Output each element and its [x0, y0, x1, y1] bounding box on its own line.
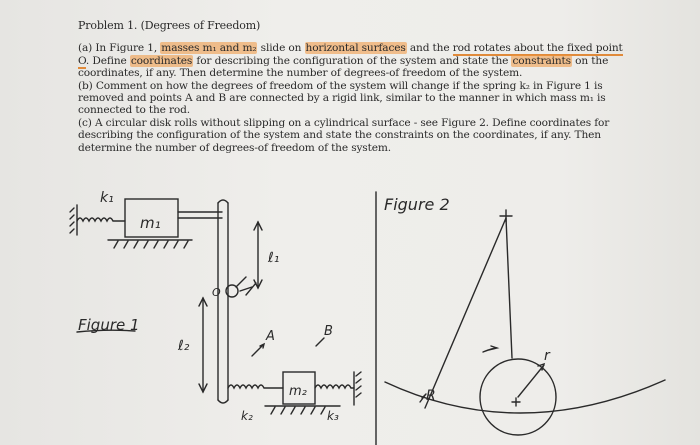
figure2-caption: Figure 2 — [384, 195, 450, 214]
highlight-coordinates: coordinates — [130, 54, 193, 67]
radius-line-big — [425, 218, 506, 408]
label-l2: ℓ₂ — [178, 338, 190, 354]
rod-top-cap — [218, 200, 228, 203]
m1-ground-hatch — [114, 241, 188, 248]
highlight-horizontal-surfaces: horizontal surfaces — [305, 42, 406, 55]
disk-center-mark — [512, 398, 520, 406]
pivot-support — [236, 277, 256, 295]
point-a-arrow — [252, 344, 264, 356]
highlight-constraints: constraints — [512, 54, 571, 67]
right-wall-hatch — [356, 372, 361, 397]
figure1-caption: Figure 1 — [78, 316, 140, 334]
left-wall-hatch — [70, 208, 74, 233]
part-a-lead: (a) In Figure 1, — [78, 42, 161, 55]
part-a-text-4: for describing the configuration of the system and state the — [193, 54, 512, 67]
part-b-paragraph: (b) Comment on how the degrees of freedom of the system will change if the spring k₂ in Figure 1 is removed and points A and B are connected by a rigid link, similar to the manner in which mass m₁ is connected to the rod. — [78, 79, 606, 117]
part-a-text-1: slide on — [257, 42, 305, 55]
m2-ground-hatch — [271, 407, 325, 414]
rod-bottom-cap — [218, 400, 228, 403]
underline-rod-rotates: rod rotates about the fixed point O — [78, 42, 623, 67]
label-l1: ℓ₁ — [268, 250, 280, 266]
spring-k2 — [228, 385, 283, 388]
part-c-paragraph: (c) A circular disk rolls without slipping on a cylindrical surface - see Figure 2. Define coordinates for describing the configuration of the system and state the constraints on the coordinates, if any. Then determine the number of degrees-of freedom of the system. — [78, 116, 610, 154]
rotation-arrow — [483, 346, 497, 352]
part-a-text-5: on the coordinates, if any. Then determine the number of degrees-of freedom of the system. — [78, 54, 609, 80]
part-a-text-3: . Define — [85, 54, 130, 67]
label-o: O — [212, 286, 221, 299]
point-b-arrow — [316, 338, 324, 346]
label-k3: k₃ — [327, 409, 339, 423]
radius-line-to-disk — [506, 218, 512, 358]
label-m1: m₁ — [140, 214, 161, 232]
part-a-text-2: and the — [406, 42, 453, 55]
disk-radius-arrow — [518, 364, 544, 397]
label-small-r: r — [544, 348, 550, 364]
label-a: A — [266, 329, 275, 344]
label-k1: k₁ — [100, 190, 114, 206]
label-b: B — [324, 324, 333, 339]
problem-title: Problem 1. (Degrees of Freedom) — [78, 19, 261, 32]
spring-k3 — [315, 385, 354, 388]
spring-k1 — [77, 218, 125, 221]
label-k2: k₂ — [241, 409, 253, 423]
highlight-masses: masses m₁ and m₂ — [161, 42, 257, 55]
label-m2: m₂ — [289, 384, 307, 399]
label-big-r: R — [426, 388, 436, 404]
